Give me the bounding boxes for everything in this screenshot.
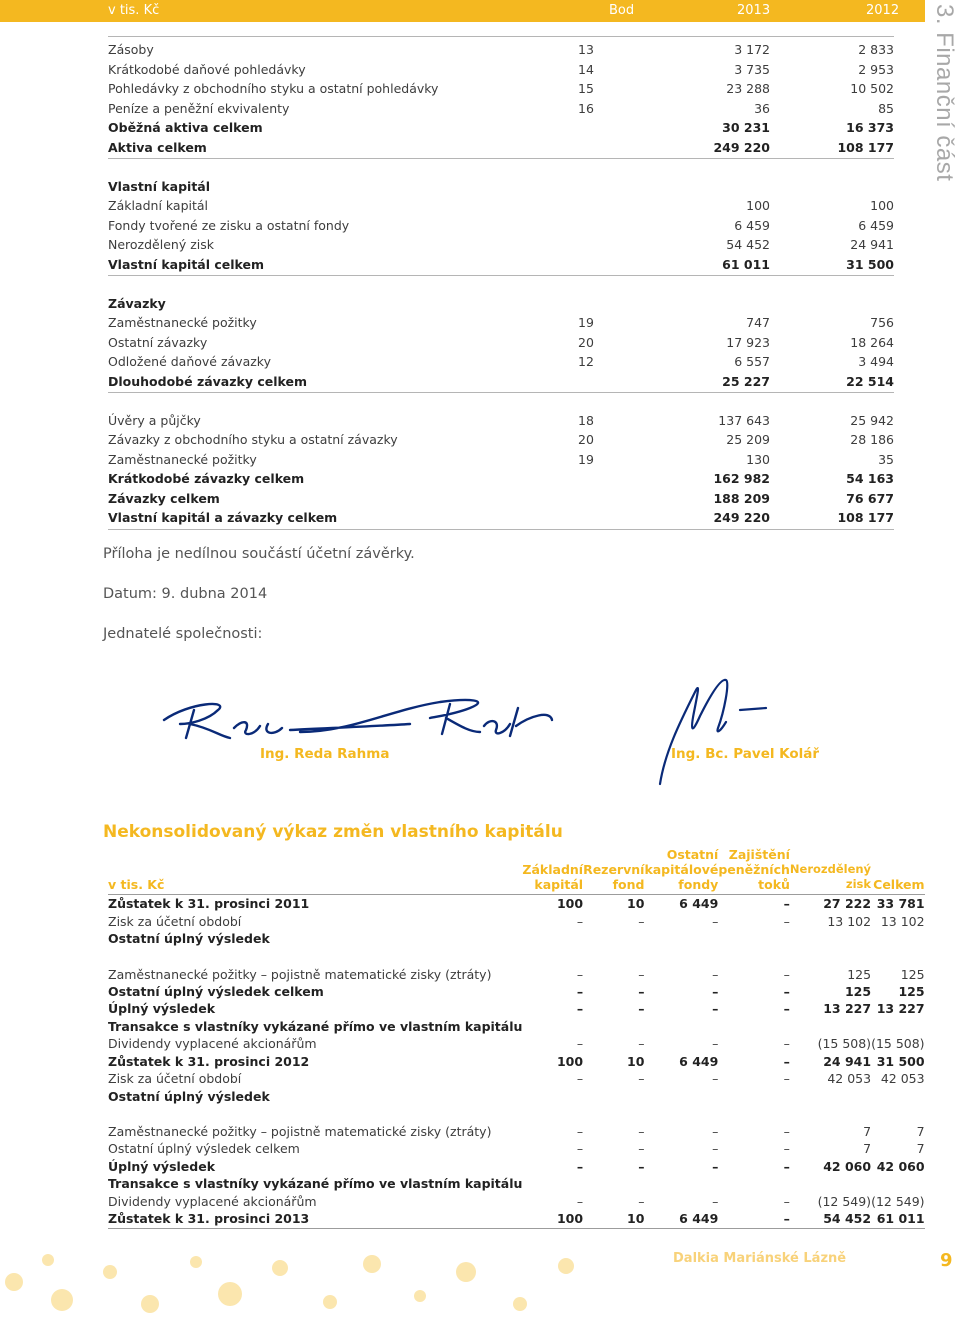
equity-row-label: Transakce s vlastníky vykázané přímo ve vlastním kapitálu: [108, 1018, 523, 1034]
balance-row-label: Závazky: [108, 295, 166, 311]
section-rule: [108, 158, 894, 159]
balance-row-2013: 61 011: [722, 256, 770, 272]
equity-row: [108, 913, 925, 931]
equity-retained-earnings: 54 452: [790, 1210, 871, 1228]
equity-other-funds: [644, 1018, 718, 1036]
equity-retained-earnings: 7: [863, 1124, 872, 1139]
equity-row: [108, 1070, 925, 1088]
equity-reserve-fund: –: [638, 1124, 645, 1139]
balance-row-2012: 2 833: [858, 42, 894, 57]
equity-header-share-capital: Základní kapitál: [522, 847, 583, 895]
balance-sheet-header: [0, 0, 925, 22]
equity-cash-flow-hedge: [718, 1018, 790, 1036]
balance-row-2012: 100: [870, 198, 894, 213]
balance-row-note: [578, 138, 636, 158]
equity-retained-earnings: 7: [863, 1141, 872, 1157]
equity-cash-flow-hedge: –: [783, 966, 790, 982]
equity-row-label: Zůstatek k 31. prosinci 2011: [108, 896, 310, 912]
balance-row-note: 18: [578, 412, 594, 428]
equity-cash-flow-hedge: –: [783, 1053, 790, 1069]
balance-row-note: 19: [578, 315, 594, 330]
balance-row-2013: 249 220: [713, 139, 770, 155]
equity-row: [108, 1018, 925, 1036]
equity-other-funds: –: [712, 1158, 719, 1174]
equity-share-capital: 100: [556, 896, 584, 912]
balance-row: [108, 411, 894, 431]
balance-row-label: [108, 391, 578, 411]
equity-cash-flow-hedge: [718, 1175, 790, 1193]
equity-row: [108, 930, 925, 948]
equity-other-funds: –: [712, 983, 719, 999]
equity-row: [108, 1105, 925, 1140]
equity-row-label: Zůstatek k 31. prosinci 2013: [108, 1210, 522, 1228]
balance-row-note: [578, 216, 636, 236]
equity-retained-earnings: (12 549): [817, 1193, 872, 1209]
equity-cash-flow-hedge: –: [783, 913, 790, 929]
equity-total: [871, 1175, 925, 1193]
equity-total: 42 060: [876, 1158, 925, 1174]
balance-row-2012: 28 186: [850, 432, 894, 447]
balance-row-note: 16: [578, 100, 594, 116]
equity-row-label: Zisk za účetní období: [108, 1071, 242, 1087]
equity-share-capital: –: [576, 1141, 584, 1157]
balance-row-2012: 85: [878, 100, 894, 116]
equity-retained-earnings: [790, 930, 871, 948]
equity-reserve-fund: –: [638, 913, 645, 929]
balance-row: [108, 489, 894, 509]
equity-reserve-fund: [583, 1088, 644, 1106]
equity-row-label: Úplný výsledek: [108, 1158, 216, 1174]
balance-row-2013: 25 227: [722, 373, 770, 389]
balance-row-label: Zásoby: [108, 42, 154, 57]
balance-row-note: 13: [578, 42, 594, 57]
balance-row-2012: [770, 274, 894, 294]
appendix-note: Příloha je nedílnou součástí účetní závěrky.: [103, 546, 415, 562]
equity-reserve-fund: –: [638, 983, 645, 999]
equity-row-label: Ostatní úplný výsledek celkem: [108, 983, 324, 999]
balance-row-note: [578, 235, 636, 255]
balance-row-note: [578, 489, 636, 509]
equity-retained-earnings: 27 222: [823, 896, 872, 912]
equity-total: (12 549): [871, 1193, 925, 1209]
balance-row-note: [578, 274, 636, 294]
equity-row: [108, 1035, 925, 1053]
balance-row-2013: [636, 157, 770, 177]
balance-row-2013: 249 220: [713, 510, 770, 525]
equity-row-label: Zisk za účetní období: [108, 913, 242, 929]
date-note: Datum: 9. dubna 2014: [103, 586, 268, 602]
balance-row: [108, 177, 894, 197]
equity-share-capital: –: [576, 983, 584, 999]
balance-row-2013: 25 209: [726, 432, 770, 447]
equity-reserve-fund: –: [638, 1158, 645, 1174]
balance-row: [108, 138, 894, 158]
balance-row: [108, 99, 894, 119]
col-2013-header: 2013: [737, 3, 771, 18]
balance-row-2012: 6 459: [858, 217, 894, 233]
balance-row-note: 20: [578, 432, 594, 447]
balance-row-2012: 756: [870, 315, 894, 330]
balance-row: [108, 79, 894, 99]
equity-row: [108, 895, 925, 913]
equity-reserve-fund: [583, 1018, 644, 1036]
equity-reserve-fund: –: [638, 966, 645, 982]
balance-row: [108, 216, 894, 236]
equity-other-funds: –: [712, 1141, 719, 1157]
equity-reserve-fund: 10: [627, 1053, 645, 1069]
equity-row: [108, 1088, 925, 1106]
balance-row-note: [578, 508, 636, 528]
equity-share-capital: –: [576, 1193, 584, 1209]
balance-row-note: [578, 391, 636, 411]
balance-row-label: Peníze a peněžní ekvivalenty: [108, 100, 290, 116]
equity-row-label: Dividendy vyplacené akcionářům: [108, 1193, 317, 1209]
equity-other-funds: 6 449: [679, 1053, 719, 1069]
equity-retained-earnings: 125: [844, 983, 872, 999]
balance-row-label: Zaměstnanecké požitky: [108, 451, 257, 467]
balance-row-note: [578, 196, 636, 216]
balance-row-2012: [770, 391, 894, 411]
balance-row-2013: 36: [754, 100, 770, 116]
balance-spacer-row: [108, 274, 894, 294]
balance-row: [108, 508, 894, 528]
balance-spacer-row: [108, 391, 894, 411]
equity-cash-flow-hedge: –: [783, 1158, 790, 1174]
equity-retained-earnings: [790, 1175, 871, 1193]
balance-spacer-row: [108, 157, 894, 177]
balance-row: [108, 430, 894, 450]
equity-row-label: Dividendy vyplacené akcionářům: [108, 1036, 317, 1052]
balance-row-2012: 108 177: [837, 510, 894, 525]
balance-sheet-table: [108, 40, 894, 528]
balance-row-label: Krátkodobé závazky celkem: [108, 471, 305, 486]
equity-retained-earnings: 24 941: [823, 1053, 872, 1069]
equity-total: 125: [900, 966, 925, 982]
equity-share-capital: –: [576, 1036, 584, 1052]
page-number: 9: [940, 1250, 953, 1271]
equity-row: [108, 983, 925, 1001]
equity-other-funds: –: [712, 1071, 719, 1087]
equity-row-label: Zůstatek k 31. prosinci 2012: [108, 1053, 310, 1069]
balance-row-2013: 17 923: [726, 334, 770, 350]
equity-other-funds: –: [712, 1001, 719, 1017]
equity-row: [108, 948, 925, 983]
balance-row-2013: 23 288: [726, 81, 770, 96]
signatory-name-1: Ing. Reda Rahma: [260, 746, 390, 762]
equity-reserve-fund: –: [638, 1001, 645, 1017]
equity-share-capital: [522, 1175, 583, 1193]
balance-row-2013: 3 172: [734, 42, 770, 57]
balance-row: [108, 294, 894, 314]
equity-row: [108, 1140, 925, 1158]
equity-row-label: Transakce s vlastníky vykázané přímo ve vlastním kapitálu: [108, 1176, 523, 1192]
balance-row-note: [578, 177, 636, 197]
col-2012-header: 2012: [866, 3, 900, 18]
balance-row-2012: 16 373: [846, 120, 894, 135]
balance-row-note: [578, 118, 636, 138]
balance-row-2013: 6 459: [734, 217, 770, 233]
balance-row-label: Fondy tvořené ze zisku a ostatní fondy: [108, 217, 350, 233]
balance-row: [108, 450, 894, 470]
equity-other-funds: –: [712, 1036, 719, 1052]
balance-row-2012: 24 941: [850, 237, 894, 252]
equity-row: [108, 1210, 925, 1228]
balance-row-2012: 35: [878, 451, 894, 467]
balance-row-2012: 10 502: [850, 81, 894, 96]
equity-share-capital: 100: [556, 1053, 584, 1069]
balance-row-2013: 188 209: [713, 490, 770, 506]
equity-total: 42 053: [880, 1071, 925, 1087]
equity-cash-flow-hedge: –: [783, 1141, 790, 1157]
equity-statement-table: [108, 847, 925, 1229]
balance-row-2012: [770, 294, 894, 314]
equity-total: 31 500: [876, 1053, 925, 1069]
equity-share-capital: [522, 1018, 583, 1036]
balance-row-2012: 25 942: [850, 412, 894, 428]
balance-row: [108, 372, 894, 392]
balance-row-2013: 137 643: [718, 412, 770, 428]
balance-row-label: Úvěry a půjčky: [108, 412, 201, 428]
equity-share-capital: –: [576, 966, 584, 982]
equity-other-funds: [644, 1088, 718, 1106]
balance-row: [108, 333, 894, 353]
section-side-title: 3. Finanční část: [931, 4, 958, 182]
equity-retained-earnings: (15 508): [817, 1036, 872, 1052]
balance-row: [108, 196, 894, 216]
balance-row-2012: 18 264: [850, 334, 894, 350]
equity-total: 7: [916, 1141, 925, 1157]
balance-row-2012: 2 953: [858, 61, 894, 77]
equity-reserve-fund: –: [638, 1071, 645, 1087]
balance-row-2013: 54 452: [726, 237, 770, 252]
equity-share-capital: –: [576, 1158, 584, 1174]
equity-row-label: Ostatní úplný výsledek: [108, 1088, 270, 1104]
balance-row-2012: 108 177: [837, 139, 894, 155]
balance-row: [108, 60, 894, 80]
equity-cash-flow-hedge: –: [783, 1071, 790, 1087]
section-rule: [108, 392, 894, 393]
balance-row: [108, 352, 894, 372]
directors-label: Jednatelé společnosti:: [103, 626, 263, 642]
signatory-name-2: Ing. Bc. Pavel Kolář: [671, 746, 820, 762]
balance-row-label: Krátkodobé daňové pohledávky: [108, 61, 306, 77]
equity-reserve-fund: 10: [583, 1210, 644, 1228]
equity-share-capital: –: [576, 1071, 584, 1087]
equity-header-retained-earnings: Nerozdělený zisk: [790, 847, 871, 895]
balance-row-label: Vlastní kapitál: [108, 178, 211, 194]
equity-row: [108, 1158, 925, 1176]
equity-retained-earnings: 42 060: [823, 1158, 872, 1174]
equity-share-capital: 100: [522, 1210, 583, 1228]
balance-row-2013: 747: [746, 315, 770, 330]
equity-cash-flow-hedge: –: [783, 1001, 790, 1017]
equity-row: [108, 1000, 925, 1018]
balance-row-label: Zaměstnanecké požitky: [108, 315, 257, 330]
equity-row-label: Ostatní úplný výsledek: [108, 931, 270, 947]
equity-retained-earnings: 125: [847, 966, 872, 982]
equity-retained-earnings: [790, 1088, 871, 1106]
balance-row-label: Vlastní kapitál a závazky celkem: [108, 510, 338, 525]
balance-row-2012: 3 494: [858, 354, 894, 369]
equity-total: (15 508): [871, 1036, 925, 1052]
equity-total: 61 011: [871, 1210, 925, 1228]
equity-cash-flow-hedge: [718, 930, 790, 948]
col-note-header: Bod: [609, 3, 635, 18]
unit-label: v tis. Kč: [108, 3, 160, 18]
equity-cash-flow-hedge: –: [718, 1210, 790, 1228]
balance-row-2012: 76 677: [846, 490, 894, 506]
equity-cash-flow-hedge: –: [783, 1124, 790, 1139]
balance-row: [108, 469, 894, 489]
balance-row: [108, 313, 894, 333]
balance-row-label: [108, 157, 578, 177]
equity-other-funds: –: [712, 913, 719, 929]
equity-retained-earnings: 13 227: [823, 1001, 872, 1017]
equity-header-total: Celkem: [871, 847, 925, 895]
balance-row-label: Ostatní závazky: [108, 334, 208, 350]
balance-row-note: 14: [578, 61, 594, 77]
equity-reserve-fund: 10: [627, 896, 645, 912]
equity-row-label: Zaměstnanecké požitky – pojistně matematické zisky (ztráty): [108, 966, 492, 982]
balance-row-label: Závazky z obchodního styku a ostatní závazky: [108, 432, 398, 447]
balance-row-2013: 3 735: [734, 61, 770, 77]
balance-row-label: Oběžná aktiva celkem: [108, 120, 263, 135]
balance-row-2013: [636, 294, 770, 314]
equity-cash-flow-hedge: –: [783, 1036, 790, 1052]
equity-share-capital: [522, 1088, 583, 1106]
equity-share-capital: –: [576, 1124, 584, 1139]
equity-row-label: Ostatní úplný výsledek celkem: [108, 1141, 300, 1157]
footer-brand: Dalkia Mariánské Lázně: [673, 1251, 847, 1266]
equity-other-funds: [644, 930, 718, 948]
equity-retained-earnings: 13 102: [827, 913, 872, 929]
equity-cash-flow-hedge: [718, 1088, 790, 1106]
balance-row-note: [578, 255, 636, 275]
equity-total: 13 102: [880, 913, 925, 929]
equity-reserve-fund: –: [638, 1141, 645, 1157]
balance-row-2012: 54 163: [846, 471, 894, 486]
equity-header-other-funds: Ostatní kapitálové fondy: [644, 847, 718, 895]
equity-total: 33 781: [876, 896, 925, 912]
equity-other-funds: –: [712, 1193, 719, 1209]
balance-row-note: 20: [578, 334, 594, 350]
equity-total: 125: [898, 983, 925, 999]
equity-total: 13 227: [876, 1001, 925, 1017]
balance-row: [108, 118, 894, 138]
equity-reserve-fund: –: [638, 1036, 645, 1052]
equity-row-label: Úplný výsledek: [108, 1001, 216, 1017]
balance-row-label: Aktiva celkem: [108, 139, 207, 155]
equity-total: [871, 930, 925, 948]
signature-kolar-image: [640, 672, 780, 792]
balance-row-2012: [770, 157, 894, 177]
balance-row-label: Odložené daňové závazky: [108, 354, 271, 369]
balance-row: [108, 255, 894, 275]
equity-header-row: [108, 847, 925, 895]
equity-share-capital: –: [576, 1001, 584, 1017]
decorative-dots-image: [0, 1242, 600, 1321]
balance-row-2013: 162 982: [713, 471, 770, 486]
equity-row: [108, 1053, 925, 1071]
equity-reserve-fund: –: [638, 1193, 645, 1209]
balance-row-2013: [636, 391, 770, 411]
balance-row-label: Vlastní kapitál celkem: [108, 256, 265, 272]
equity-row-label: Zaměstnanecké požitky – pojistně matematické zisky (ztráty): [108, 1124, 492, 1139]
equity-share-capital: –: [576, 913, 584, 929]
balance-row-2012: [770, 177, 894, 197]
balance-row-note: [578, 294, 636, 314]
balance-row-2012: 22 514: [846, 373, 894, 389]
balance-row-2013: [636, 177, 770, 197]
balance-row-note: [578, 372, 636, 392]
balance-row-label: Dlouhodobé závazky celkem: [108, 373, 307, 389]
equity-header-cash-flow-hedge: Zajištění peněžních toků: [718, 847, 790, 895]
balance-row-2013: [636, 274, 770, 294]
equity-other-funds: –: [712, 1124, 719, 1139]
equity-retained-earnings: 42 053: [827, 1071, 872, 1087]
balance-row-note: 12: [578, 354, 594, 369]
equity-cash-flow-hedge: –: [783, 896, 790, 912]
balance-row-note: 19: [578, 451, 594, 467]
balance-row-2013: 30 231: [722, 120, 770, 135]
balance-row-2013: 130: [746, 451, 770, 467]
equity-cash-flow-hedge: –: [783, 983, 790, 999]
balance-row: [108, 40, 894, 60]
equity-reserve-fund: [583, 1175, 644, 1193]
balance-row-label: Závazky celkem: [108, 490, 220, 506]
equity-header-reserve-fund: Rezervní fond: [583, 847, 644, 895]
balance-row-2013: 6 557: [734, 354, 770, 369]
equity-header-unit: v tis. Kč: [108, 847, 522, 895]
balance-row-note: 15: [578, 81, 594, 96]
equity-retained-earnings: [790, 1018, 871, 1036]
equity-total: [871, 1088, 925, 1106]
equity-other-funds: –: [712, 966, 719, 982]
balance-row-2012: 31 500: [846, 256, 894, 272]
balance-row-label: Základní kapitál: [108, 198, 209, 213]
equity-cash-flow-hedge: –: [783, 1193, 790, 1209]
equity-total: [871, 1018, 925, 1036]
equity-total: 7: [916, 1124, 925, 1139]
equity-statement-title: Nekonsolidovaný výkaz změn vlastního kapitálu: [103, 822, 563, 842]
section-rule: [108, 275, 894, 276]
equity-other-funds: [644, 1175, 718, 1193]
equity-row: [108, 1175, 925, 1193]
balance-row-note: [578, 157, 636, 177]
balance-row-label: [108, 274, 578, 294]
equity-share-capital: [522, 930, 583, 948]
equity-other-funds: 6 449: [644, 1210, 718, 1228]
balance-row-2013: 100: [746, 198, 770, 213]
equity-row: [108, 1193, 925, 1211]
balance-row-label: Nerozdělený zisk: [108, 237, 214, 252]
balance-row: [108, 235, 894, 255]
header-rule: [108, 36, 894, 37]
equity-reserve-fund: [583, 930, 644, 948]
section-rule: [108, 529, 894, 530]
equity-other-funds: 6 449: [679, 896, 719, 912]
balance-row-note: [578, 469, 636, 489]
balance-row-label: Pohledávky z obchodního styku a ostatní pohledávky: [108, 81, 439, 96]
